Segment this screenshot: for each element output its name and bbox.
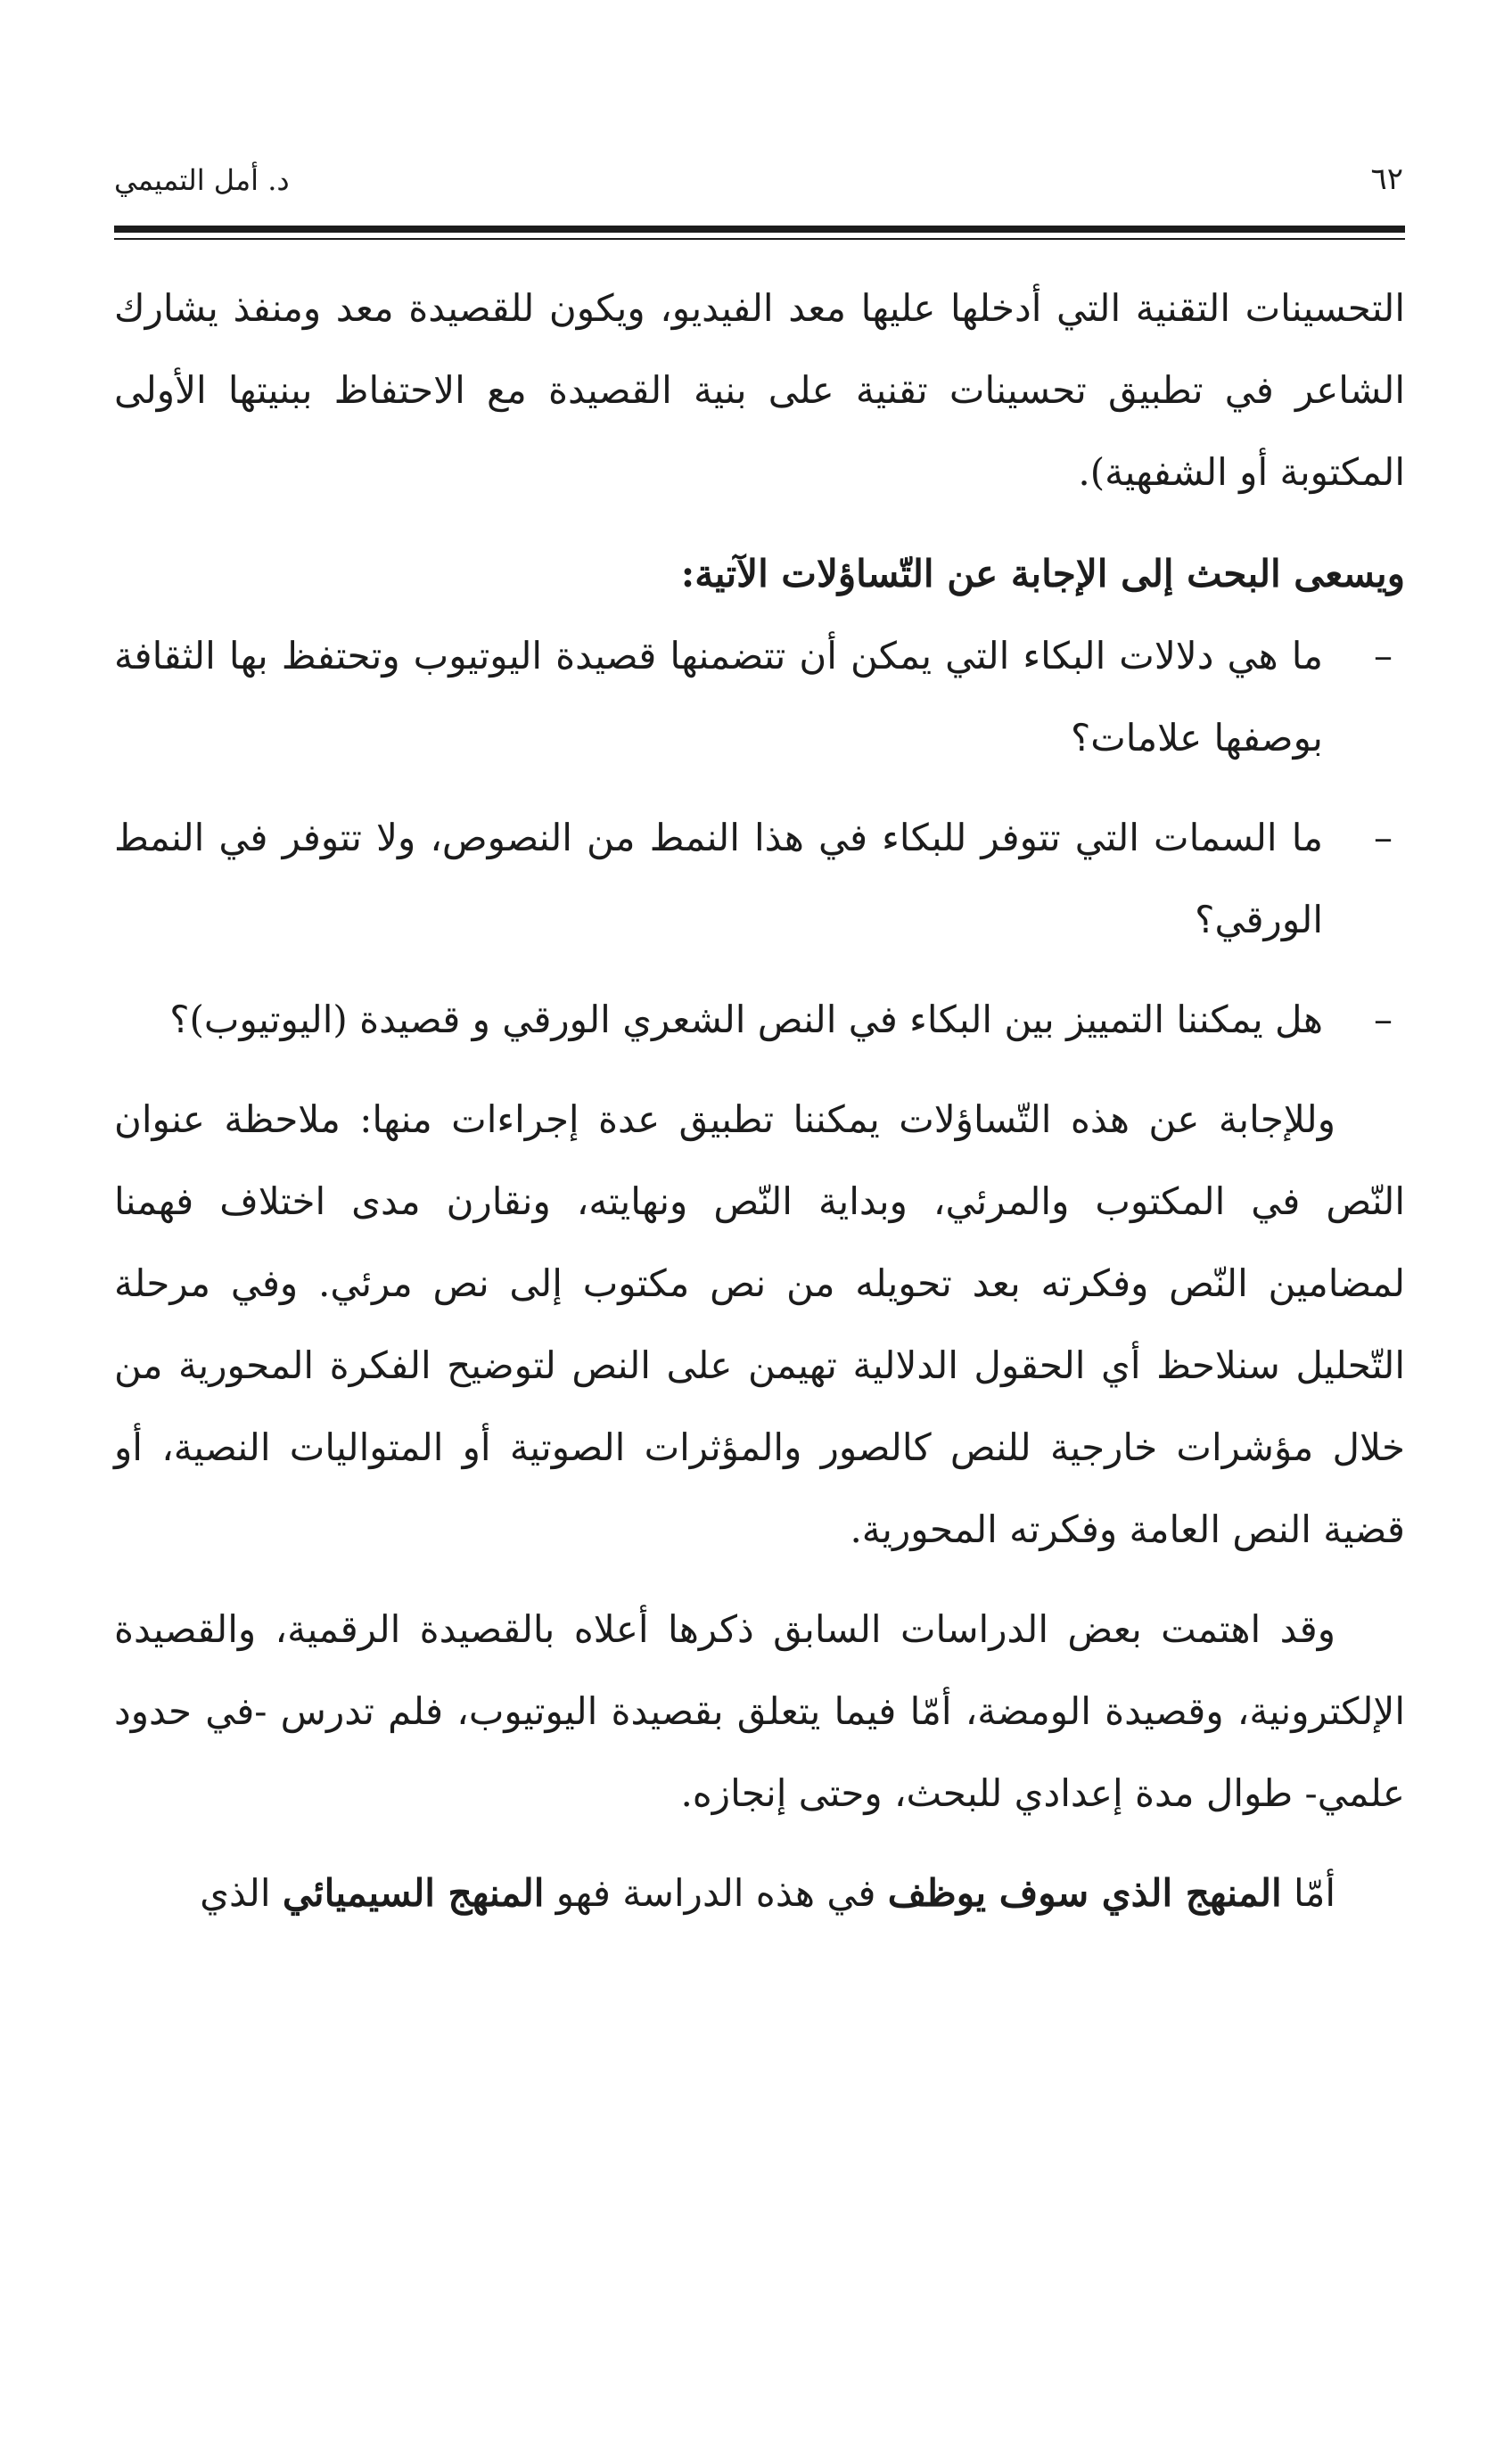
- list-item-text: هل يمكننا التمييز بين البكاء في النص الشعري الورقي و قصيدة (اليوتيوب)؟: [169, 998, 1323, 1041]
- list-item: [114, 615, 1405, 779]
- methodology-bold-2: المنهج السيميائي: [282, 1871, 545, 1915]
- methodology-text-1: أمّا: [1281, 1871, 1335, 1915]
- paragraph-methodology: [114, 1852, 1405, 1934]
- list-dash: –: [1374, 816, 1393, 859]
- paragraph-intro-continuation: التحسينات التقنية التي أدخلها عليها معد الفيديو، ويكون للقصيدة معد ومنفذ يشارك الشاعر في تطبيق تحسينات تقنية على بنية القصيدة مع الاحتفاظ ببنيتها الأولى المكتوبة أو الشفهية).: [114, 286, 1405, 494]
- page-header: [114, 156, 1405, 209]
- research-questions-list: [114, 615, 1405, 1061]
- list-item-text: ما هي دلالات البكاء التي يمكن أن تتضمنها قصيدة اليوتيوب وتحتفظ بها الثقافة بوصفها علامات؟: [114, 634, 1323, 760]
- page-number: ٦٢: [1370, 161, 1403, 197]
- list-dash: –: [1374, 998, 1393, 1041]
- list-item-text: ما السمات التي تتوفر للبكاء في هذا النمط من النصوص، ولا تتوفر في النمط الورقي؟: [114, 816, 1323, 941]
- methodology-text-3: الذي: [200, 1871, 283, 1915]
- methodology-bold-1: المنهج الذي سوف يوظف: [887, 1871, 1282, 1915]
- page-body: [114, 267, 1405, 1934]
- list-item: [114, 797, 1405, 961]
- header-rule-thick: [114, 226, 1405, 233]
- paragraph-procedures: وللإجابة عن هذه التّساؤلات يمكننا تطبيق عدة إجراءات منها: ملاحظة عنوان النّص في المكتوب والمرئي، وبداية النّص ونهايته، ونقارن مدى اختلاف فهمنا لمضامين النّص وفكرته بعد تحويله من نص مكتوب إلى نص مرئي. وفي مرحلة التّحليل سنلاحظ أي الحقول الدلالية تهيمن على النص لتوضيح الفكرة المحورية من خلال مؤشرات خارجية للنص كالصور والمؤثرات الصوتية أو المتواليات النصية، أو قضية النص العامة وفكرته المحورية.: [114, 1097, 1405, 1551]
- header-rule-thin: [114, 238, 1405, 240]
- research-questions-heading: ويسعى البحث إلى الإجابة عن التّساؤلات الآتية:: [680, 552, 1405, 595]
- paragraph-previous-studies: وقد اهتمت بعض الدراسات السابق ذكرها أعلاه بالقصيدة الرقمية، والقصيدة الإلكترونية، وقصيدة الومضة، أمّا فيما يتعلق بقصيدة اليوتيوب، فلم تدرس -في حدود علمي- طوال مدة إعدادي للبحث، وحتى إنجازه.: [114, 1607, 1405, 1815]
- running-head-author: د. أمل التميمي: [114, 163, 290, 197]
- methodology-text-2: في هذه الدراسة فهو: [544, 1871, 888, 1915]
- list-dash: –: [1374, 634, 1393, 678]
- list-item: [114, 979, 1405, 1061]
